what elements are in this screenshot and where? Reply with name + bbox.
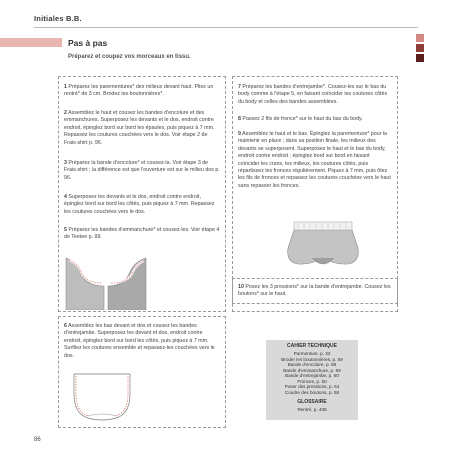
step-text: Passez 2 fils de fronce* sur le haut du bas du body. <box>240 116 363 122</box>
bodice-armhole-illustration <box>64 252 160 310</box>
step-text: Préparez la bande d'encolure* et cousez-la. Voir étape 3 de Frais-shirt ; la différence est que l'ouverture est sur le milieu dos p. 96. <box>64 160 220 181</box>
technical-sheet-item: Fronces, p. 50 <box>297 378 327 384</box>
bottom-piece-illustration <box>66 372 138 424</box>
step-3 <box>64 160 220 182</box>
technical-sheet-item: Coudre des boutons, p. 58 <box>284 389 340 395</box>
step-text: Assemblez le haut et le bas. Épinglez la parementure* pour la maintenir en place ; dans sa position finale, les milieux des devants se superposent. Superposez le haut et le bas du body, endroit contre endroit ; épinglez bord sur bord en faisant coïncider les crans, les milieux, les coutures côtés, puis répartissez les fronces régulièrement. Piquez à 7 mm, puis ôtez les fils de fronces et repassez les coutures couchées vers le haut sans repasser les fronces. <box>238 131 391 189</box>
technical-sheet-item: Bande d'entrejambe, p. 60 <box>285 373 339 378</box>
glossary-item: Rentré, p. 409 <box>297 407 327 412</box>
technical-sheet-item: Poser des pressions, p. 54 <box>284 384 340 389</box>
bloomer-illustration <box>282 218 364 274</box>
step-number: 4 <box>64 194 67 200</box>
step-10 <box>238 284 392 299</box>
section-intro: Préparez et coupez vos morceaux en tissu. <box>68 54 191 60</box>
technical-sheet-item: Bande d'emmanchure, p. 69 <box>283 367 341 373</box>
step-number: 7 <box>238 84 241 90</box>
technical-sheet-item: Broder les boutonnières, p. 59 <box>281 356 343 362</box>
step-9 <box>238 131 392 190</box>
step-number: 5 <box>64 227 67 233</box>
step-text: Assemblez les bas devant et dos et cousez les bandes d'entrejambe. Superposez les devant et dos, endroit contre endroit, épinglez bord sur bord les côtés, puis piquez à 7 mm. Surfilez les coutures ensemble et repassez-les couchées vers le dos. <box>64 323 215 359</box>
step-text: Posez les 3 pressions* sur la bande d'entrejambe. Cousez les boutons* sur le haut. <box>238 284 391 298</box>
step-text: Assemblez le haut et cousez les bandes d'encolure et des emmanchures. Superposez les devants et le dos, endroit contre endroit, épinglez bord sur bord les épaules, puis piquez à 7 mm. Repassez les coutures couchées vers le dos. Voir étape 2 de Frais-shirt p. 96. <box>64 110 215 146</box>
step-number: 10 <box>238 284 244 290</box>
step-number: 9 <box>238 131 241 137</box>
step-number: 1 <box>64 84 67 90</box>
step-text: Superposez les devants et le dos, endroit contre endroit, épinglez bord sur bord les côtés, puis piquez à 7 mm. Repassez les coutures couchées vers le dos. <box>64 194 215 215</box>
step-number: 2 <box>64 110 67 116</box>
page-number: 86 <box>34 437 41 443</box>
technical-sheet-item: Bande d'encolure, p. 69 <box>287 362 337 367</box>
glossary-title: GLOSSAIRE <box>297 399 327 405</box>
technical-sheet-item: Parmenture, p. 32 <box>293 351 331 356</box>
step-5 <box>64 227 220 242</box>
section-accent-bar <box>0 38 62 47</box>
section-title: Pas à pas <box>68 38 108 48</box>
header-divider <box>34 27 418 28</box>
color-swatch-mid <box>416 44 424 52</box>
step-4 <box>64 194 220 216</box>
step-number: 3 <box>64 160 67 166</box>
technical-sheet-box <box>266 340 358 420</box>
book-title: Initiales B.B. <box>34 14 82 23</box>
color-swatch-dark <box>416 54 424 62</box>
step-text: Préparez les bandes d'entrejambe*. Cousez-les sur le bas du body comme à l'étape 5, en faisant coïncider les coutures côtés du body et celles des bandes assemblées. <box>238 84 388 105</box>
step-2 <box>64 110 220 147</box>
step-6 <box>64 323 220 360</box>
step-8 <box>238 116 392 123</box>
step-number: 8 <box>238 116 241 122</box>
technical-sheet-title: CAHIER TECHNIQUE <box>286 343 337 349</box>
step-number: 6 <box>64 323 67 329</box>
step-text: Préparez les bandes d'emmanchure* et cousez-les. Voir étape 4 de Teetee p. 99. <box>64 227 220 241</box>
step-1 <box>64 84 220 99</box>
step-7 <box>238 84 392 106</box>
color-swatch-light <box>416 34 424 42</box>
step-text: Préparez les parementures* des milieux devant haut. Pliez un rentré* de 3 cm. Brodez les boutonnières*. <box>64 84 214 98</box>
